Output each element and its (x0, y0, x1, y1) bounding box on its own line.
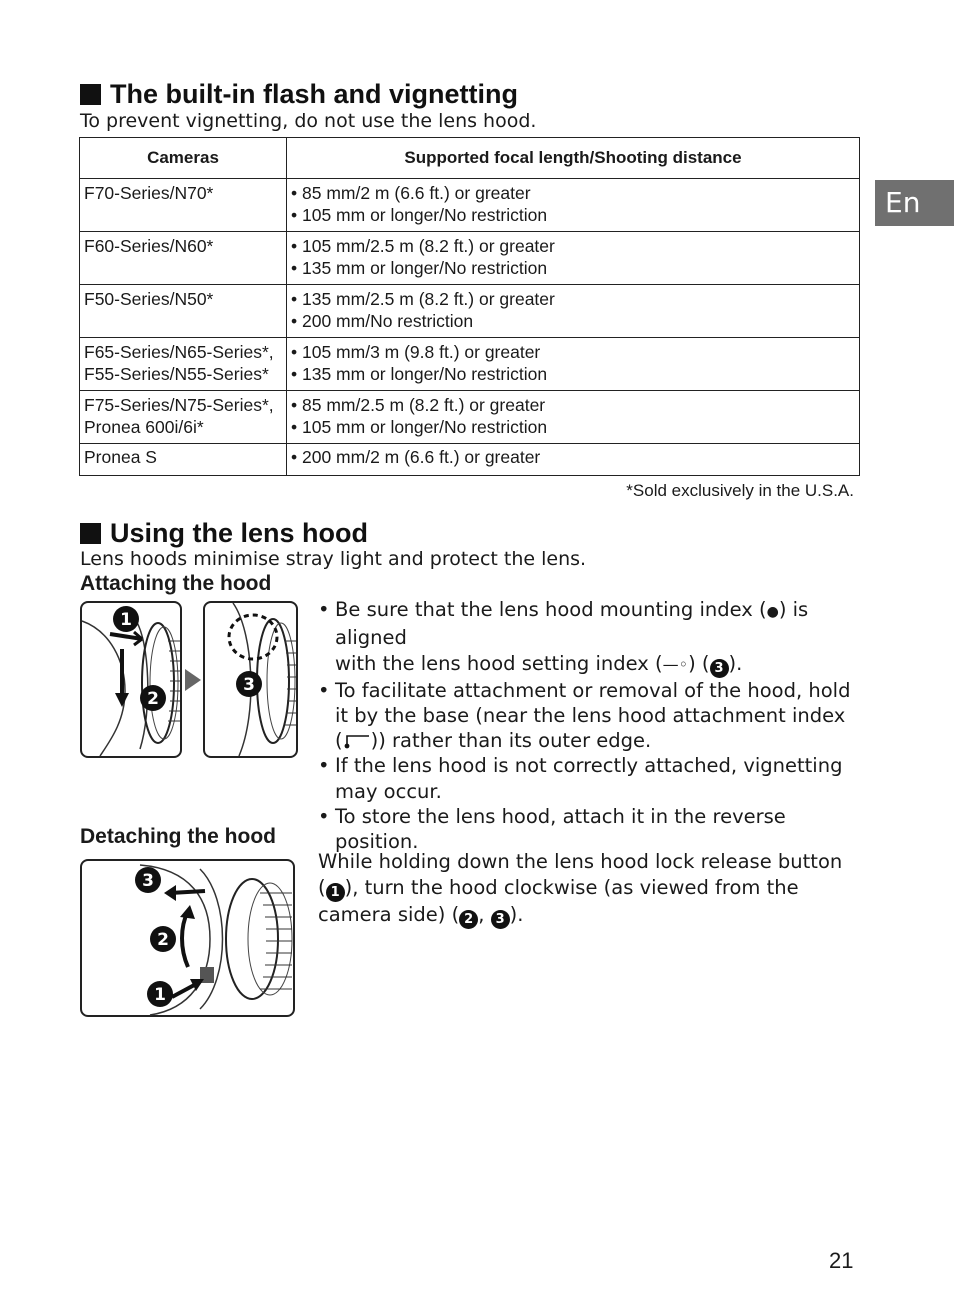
focal-cell: • 85 mm/2.5 m (8.2 ft.) or greater • 105 mm or longer/No restriction (287, 391, 860, 444)
focal-cell: • 135 mm/2.5 m (8.2 ft.) or greater • 200 mm/No restriction (287, 285, 860, 338)
table-header-focal: Supported focal length/Shooting distance (287, 138, 860, 179)
step-3-label: 3 (142, 871, 154, 891)
attach-illustration-step1 (80, 601, 182, 758)
hood-intro: Lens hoods minimise stray light and protect the lens. (80, 548, 587, 570)
detach-illustration (80, 859, 295, 1017)
detach-instructions: While holding down the lens hood lock release button ( 1 ), turn the hood clockwise (as viewed from the camera side) ( 2 , 3 ). (318, 850, 843, 927)
table-footnote: *Sold exclusively in the U.S.A. (626, 481, 854, 500)
list-item: • Be sure that the lens hood mounting index (●) is aligned with the lens hood setting index (—◦) ( 3 ). (318, 598, 809, 676)
step-1-label: 1 (154, 985, 166, 1005)
square-bullet-icon (80, 523, 101, 544)
attach-instructions (318, 597, 863, 855)
table-header-cameras: Cameras (80, 138, 287, 179)
attach-illustration-step2 (203, 601, 298, 758)
step-3-icon: 3 (710, 659, 729, 678)
table-row (80, 285, 860, 338)
step-1-icon: 1 (326, 883, 345, 902)
focal-cell: • 85 mm/2 m (6.6 ft.) or greater • 105 mm or longer/No restriction (287, 179, 860, 232)
table-row (80, 338, 860, 391)
language-tab: En (875, 180, 954, 226)
attaching-heading: Attaching the hood (80, 572, 272, 595)
page-number: 21 (829, 1248, 854, 1273)
camera-cell: F60-Series/N60* (80, 232, 287, 285)
arrow-right-icon (184, 668, 202, 692)
focal-cell: • 105 mm/3 m (9.8 ft.) or greater • 135 mm or longer/No restriction (287, 338, 860, 391)
camera-cell: F70-Series/N70* (80, 179, 287, 232)
table-row (80, 232, 860, 285)
focal-cell: • 105 mm/2.5 m (8.2 ft.) or greater • 135 mm or longer/No restriction (287, 232, 860, 285)
detaching-heading: Detaching the hood (80, 825, 276, 848)
mounting-index-dot-icon: ● (766, 604, 779, 620)
step-3-label: 3 (243, 675, 255, 695)
camera-cell: F50-Series/N50* (80, 285, 287, 338)
step-1-label: 1 (120, 610, 132, 630)
table-row (80, 179, 860, 232)
list-item: • If the lens hood is not correctly attached, vignetting may occur. (318, 754, 843, 803)
attachment-index-icon (343, 732, 371, 750)
camera-cell: Pronea S (80, 444, 287, 476)
setting-index-icon: —◦ (662, 654, 689, 674)
step-2-icon: 2 (459, 910, 478, 929)
section-title-hood: Using the lens hood (80, 518, 368, 548)
camera-cell: F65-Series/N65-Series*, F55-Series/N55-Series* (80, 338, 287, 391)
camera-cell: F75-Series/N75-Series*, Pronea 600i/6i* (80, 391, 287, 444)
section-title-flash: The built-in flash and vignetting (80, 79, 518, 109)
step-2-label: 2 (157, 930, 169, 950)
table-row (80, 444, 860, 476)
square-bullet-icon (80, 84, 101, 105)
step-2-label: 2 (147, 689, 159, 709)
list-item: • To facilitate attachment or removal of the hood, hold it by the base (near the lens hood attachment index ( )) rather than its outer edge. (318, 678, 851, 753)
flash-intro: To prevent vignetting, do not use the lens hood. (80, 110, 537, 132)
focal-cell: • 200 mm/2 m (6.6 ft.) or greater (287, 444, 860, 476)
compatibility-table (79, 137, 860, 476)
table-row (80, 391, 860, 444)
step-3-icon: 3 (491, 910, 510, 929)
list-item: • To store the lens hood, attach it in the reverse position. (318, 805, 786, 854)
